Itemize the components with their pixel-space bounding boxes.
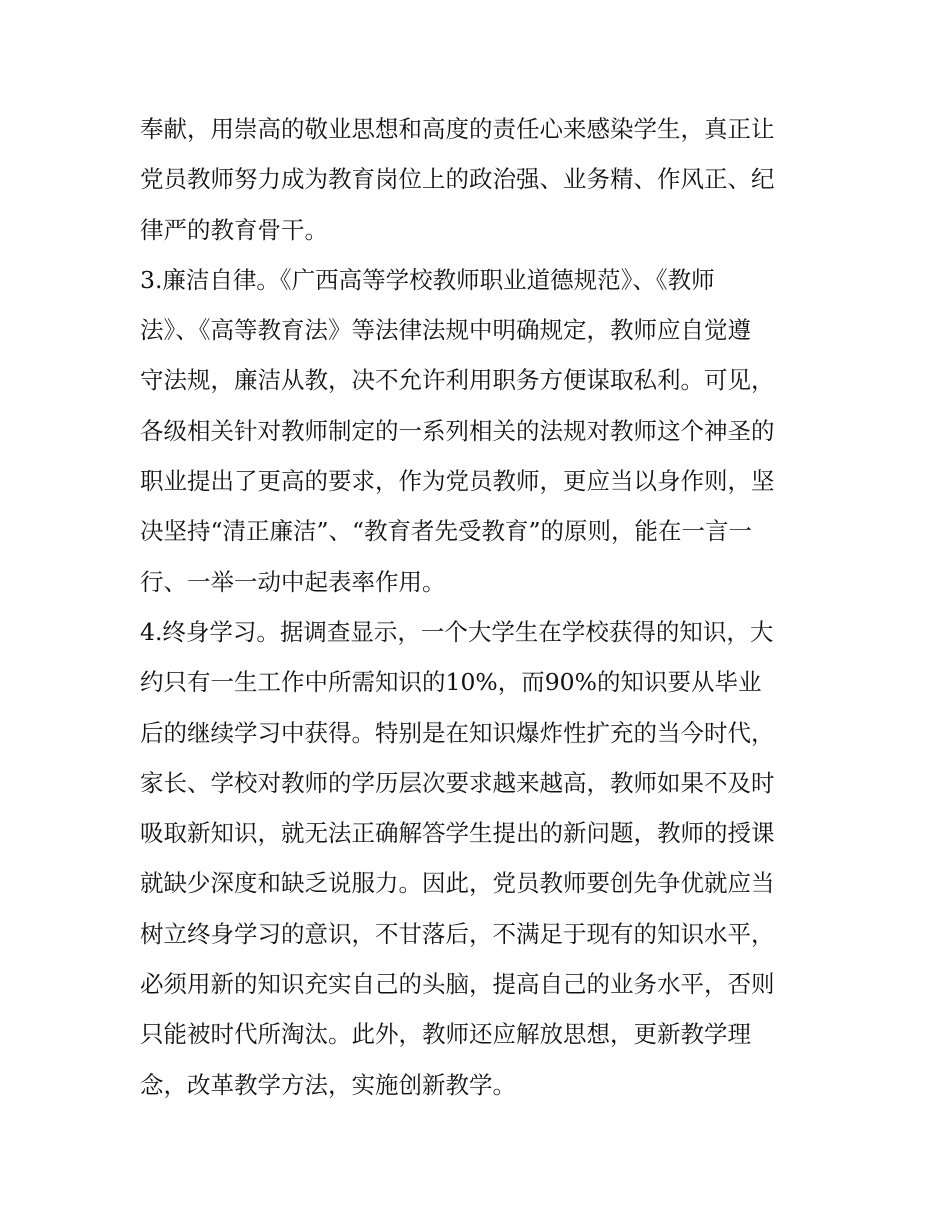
text-line: 树立终身学习的意识，不甘落后，不满足于现有的知识水平， — [140, 919, 775, 948]
text-line: 只能被时代所淘汰。此外，教师还应解放思想，更新教学理 — [140, 1020, 751, 1049]
text-line: 就缺少深度和缺乏说服力。因此，党员教师要创先争优就应当 — [140, 869, 775, 898]
text-line: 约只有一生工作中所需知识的10%，而90%的知识要从毕业 — [140, 668, 762, 697]
text-line: 3.廉洁自律。《广西高等学校教师职业道德规范》、《教师 — [140, 265, 715, 294]
text-line: 后的继续学习中获得。特别是在知识爆炸性扩充的当今时代， — [140, 718, 775, 747]
text-line: 念，改革教学方法，实施创新教学。 — [140, 1070, 516, 1099]
text-line: 法》、《高等教育法》等法律法规中明确规定，教师应自觉遵 — [140, 316, 751, 345]
text-line: 职业提出了更高的要求，作为党员教师，更应当以身作则，坚 — [140, 467, 775, 496]
text-line: 吸取新知识，就无法正确解答学生提出的新问题，教师的授课 — [140, 819, 775, 848]
text-line: 守法规，廉洁从教，决不允许利用职务方便谋取私利。可见， — [140, 366, 775, 395]
text-line: 必须用新的知识充实自己的头脑，提高自己的业务水平，否则 — [140, 970, 775, 999]
text-line: 各级相关针对教师制定的一系列相关的法规对教师这个神圣的 — [140, 416, 775, 445]
body-text — [140, 104, 820, 1110]
text-line: 奉献，用崇高的敬业思想和高度的责任心来感染学生，真正让 — [140, 115, 775, 143]
text-line: 党员教师努力成为教育岗位上的政治强、业务精、作风正、纪 — [140, 165, 775, 194]
text-line: 行、一举一动中起表率作用。 — [140, 567, 446, 596]
text-line: 家长、学校对教师的学历层次要求越来越高，教师如果不及时 — [140, 768, 775, 797]
text-line: 律严的教育骨干。 — [140, 215, 328, 244]
text-line: 4.终身学习。据调查显示，一个大学生在学校获得的知识，大 — [140, 617, 774, 646]
text-line: 决坚持“清正廉洁”、“教育者先受教育”的原则，能在一言一 — [140, 517, 753, 546]
